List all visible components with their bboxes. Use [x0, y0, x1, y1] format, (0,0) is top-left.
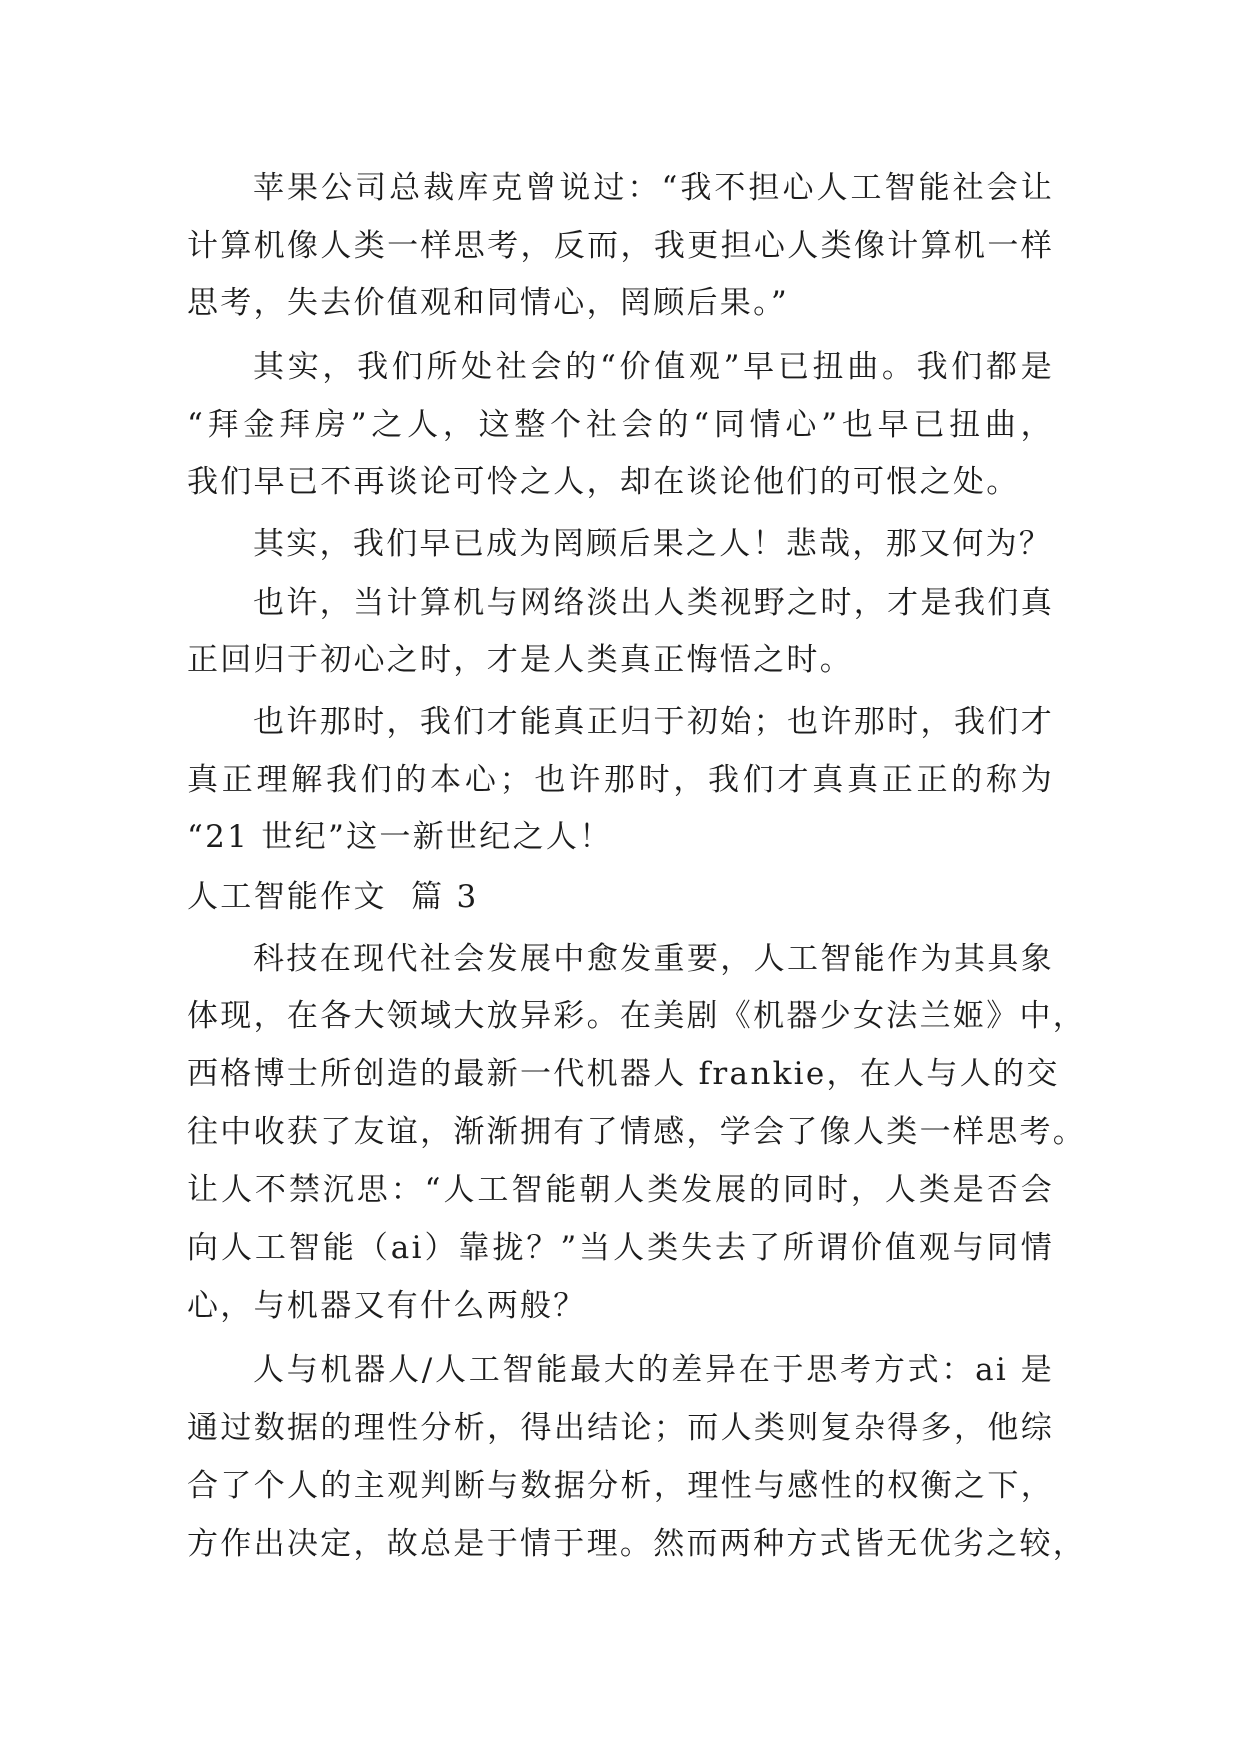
paragraph-line: 正回归于初心之时，才是人类真正悔悟之时。 [187, 642, 853, 678]
paragraph-line: 体现，在各大领域大放异彩。在美剧《机器少女法兰姬》中， [187, 998, 1087, 1034]
paragraph-line: 方作出决定，故总是于情于理。然而两种方式皆无优劣之较， [187, 1526, 1087, 1562]
paragraph-line: 西格博士所创造的最新一代机器人 frankie，在人与人的交 [187, 1056, 1060, 1092]
paragraph-line: “21 世纪”这一新世纪之人！ [187, 819, 613, 855]
paragraph-line: 其实，我们早已成为罔顾后果之人！悲哉，那又何为？ [253, 526, 1053, 562]
paragraph-line: 向人工智能（ai）靠拢？”当人类失去了所谓价值观与同情 [187, 1230, 1054, 1266]
paragraph-line: 往中收获了友谊，渐渐拥有了情感，学会了像人类一样思考。 [187, 1114, 1087, 1150]
paragraph-line: 真正理解我们的本心；也许那时，我们才真真正正的称为 [187, 762, 1054, 798]
paragraph-line: 我们早已不再谈论可怜之人，却在谈论他们的可恨之处。 [187, 464, 1020, 500]
paragraph-line: 合了个人的主观判断与数据分析，理性与感性的权衡之下， [187, 1468, 1054, 1504]
paragraph-line: 思考，失去价值观和同情心，罔顾后果。” [187, 285, 790, 321]
paragraph-line: 其实，我们所处社会的“价值观”早已扭曲。我们都是 [253, 349, 1054, 385]
paragraph-line: 让人不禁沉思：“人工智能朝人类发展的同时，人类是否会 [187, 1172, 1054, 1208]
paragraph-line: 也许那时，我们才能真正归于初始；也许那时，我们才 [253, 704, 1054, 740]
paragraph-line: 科技在现代社会发展中愈发重要，人工智能作为其具象 [253, 941, 1054, 977]
paragraph-line: 通过数据的理性分析，得出结论；而人类则复杂得多，他综 [187, 1410, 1054, 1446]
section-heading: 人工智能作文 篇 3 [187, 879, 479, 915]
paragraph-line: “拜金拜房”之人，这整个社会的“同情心”也早已扭曲， [187, 407, 1054, 443]
paragraph-line: 计算机像人类一样思考，反而，我更担心人类像计算机一样 [187, 228, 1054, 264]
paragraph-line: 也许，当计算机与网络淡出人类视野之时，才是我们真 [253, 585, 1054, 621]
paragraph-line: 心，与机器又有什么两般？ [187, 1288, 587, 1324]
paragraph-line: 苹果公司总裁库克曾说过：“我不担心人工智能社会让 [253, 170, 1054, 206]
paragraph-line: 人与机器人/人工智能最大的差异在于思考方式：ai 是 [253, 1352, 1054, 1388]
